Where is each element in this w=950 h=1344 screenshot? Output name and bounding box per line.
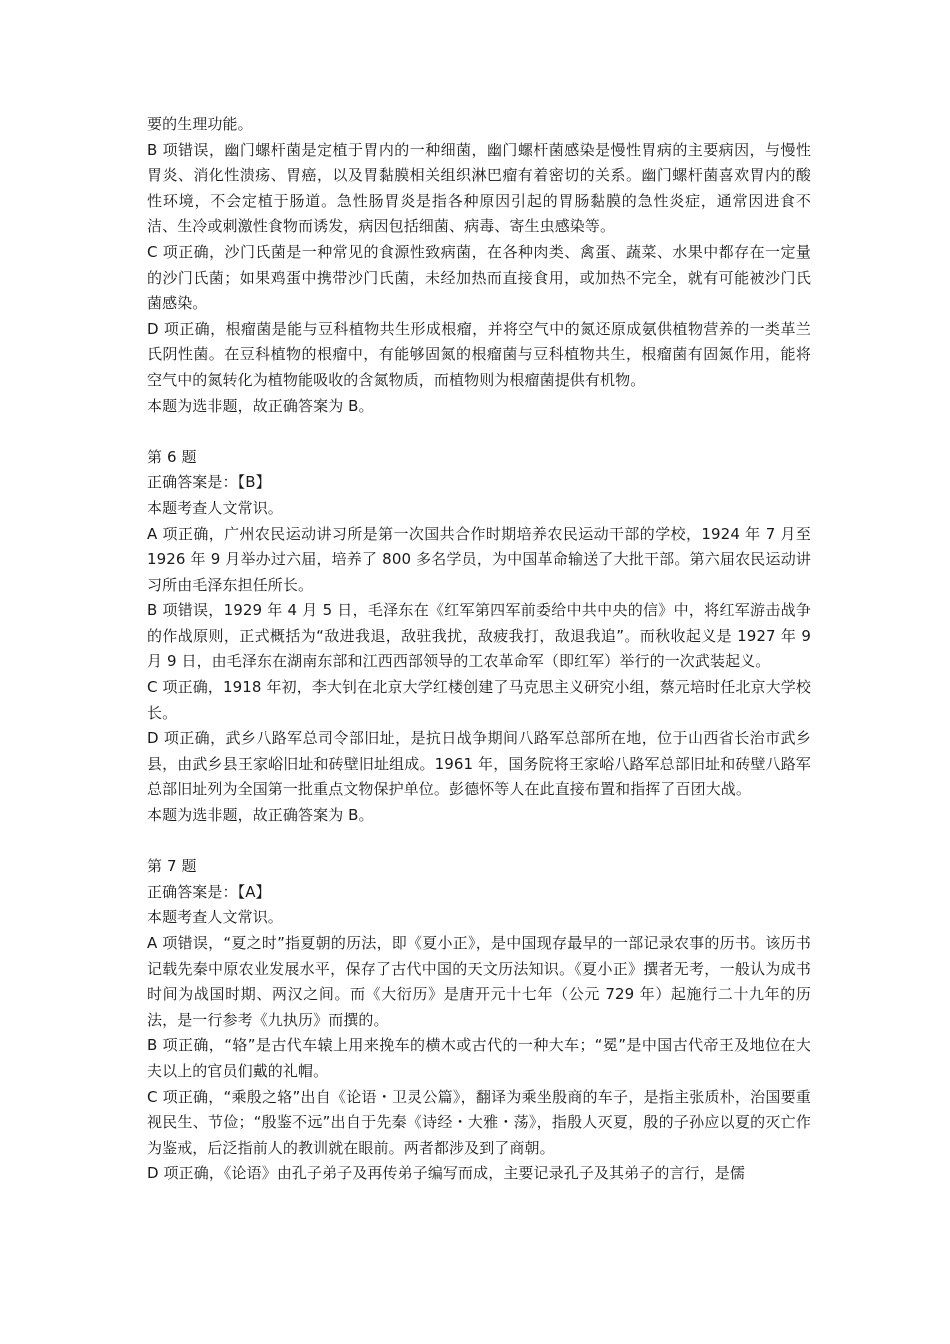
paragraph: 本题为选非题，故正确答案为 B。 [147,806,374,825]
question-title: 第 6 题 [147,447,197,466]
paragraph: 要的生理功能。 [147,115,253,133]
paragraph: C 项正确，“乘殷之辂”出自《论语・卫灵公篇》，翻译为乘坐殷商的车子，是指主张质朴，治国要重视民生、节俭；“殷鉴不远”出自于先秦《诗经・大雅・荡》，指殷人灭夏，殷的子孙应以夏的灭亡作为鉴戒，后泛指前人的教训就在眼前。两者都涉及到了商朝。 [147,1087,811,1157]
paragraph: 本题为选非题，故正确答案为 B。 [147,396,374,415]
paragraph: D 项正确，根瘤菌是能与豆科植物共生形成根瘤，并将空气中的氮还原成氨供植物营养的一类革兰氏阴性菌。在豆科植物的根瘤中，有能够固氮的根瘤菌与豆科植物共生，根瘤菌有固氮作用，能将空气中的氮转化为植物能吸收的含氮物质，而植物则为根瘤菌提供有机物。 [147,319,811,389]
paragraph: D 项正确，武乡八路军总司令部旧址，是抗日战争期间八路军总部所在地，位于山西省长治市武乡县，由武乡县王家峪旧址和砖壁旧址组成。1961 年，国务院将王家峪八路军总部旧址和砖壁八路军总部旧址列为全国第一批重点文物保护单位。彭德怀等人在此直接布置和指挥了百团大战。 [147,729,811,799]
correct-answer: 正确答案是：【B】 [147,473,271,492]
paragraph: C 项正确，沙门氏菌是一种常见的食源性致病菌，在各种肉类、禽蛋、蔬菜、水果中都存在一定量的沙门氏菌；如果鸡蛋中携带沙门氏菌，未经加热而直接食用，或加热不完全，就有可能被沙门氏菌感染。 [147,242,811,313]
paragraph: 本题考查人文常识。 [147,498,283,517]
paragraph: D 项正确，《论语》由孔子弟子及再传弟子编写而成，主要记录孔子及其弟子的言行，是儒 [147,1164,745,1183]
paragraph: B 项错误，1929 年 4 月 5 日，毛泽东在《红军第四军前委给中共中央的信》中，将红军游击战争的作战原则，正式概括为“敌进我退，敌驻我扰，敌疲我打，敌退我追”。而秋收起义是 1927 年 9 月 9 日，由毛泽东在湖南东部和江西西部领导的工农革命军（即红军）举行的一次武装起义。 [147,601,811,671]
paragraph: B 项错误，幽门螺杆菌是定植于胃内的一种细菌，幽门螺杆菌感染是慢性胃病的主要病因，与慢性胃炎、消化性溃疡、胃癌，以及胃黏膜相关组织淋巴瘤有着密切的关系。幽门螺杆菌喜欢胃内的酸性环境，不会定植于肠道。急性肠胃炎是指各种原因引起的胃肠黏膜的急性炎症，通常因进食不洁、生冷或刺激性食物而诱发，病因包括细菌、病毒、寄生虫感染等。 [147,140,811,236]
document-page [147,112,811,1187]
section-question-7 [147,854,811,1187]
paragraph: A 项错误，“夏之时”指夏朝的历法，即《夏小正》，是中国现存最早的一部记录农事的历书。该历书记载先秦中原农业发展水平，保存了古代中国的天文历法知识。《夏小正》撰者无考，一般认为成书时间为战国时期、两汉之间。而《大衍历》是唐开元十七年（公元 729 年）起施行二十九年的历法，是一行参考《九执历》而撰的。 [147,934,811,1029]
paragraph: 本题考查人文常识。 [147,908,283,927]
section-question-6 [147,445,811,829]
paragraph: B 项正确，“辂”是古代车辕上用来挽车的横木或古代的一种大车；“冕”是中国古代帝王及地位在大夫以上的官员们戴的礼帽。 [147,1036,811,1080]
paragraph: A 项正确，广州农民运动讲习所是第一次国共合作时期培养农民运动干部的学校，1924 年 7 月至 1926 年 9 月举办过六届，培养了 800 多名学员，为中国革命输送了大批干部。第六届农民运动讲习所由毛泽东担任所长。 [147,524,811,594]
correct-answer: 正确答案是：【A】 [147,882,271,901]
section-previous-continuation [147,112,811,419]
paragraph: C 项正确，1918 年初，李大钊在北京大学红楼创建了马克思主义研究小组，蔡元培时任北京大学校长。 [147,678,811,722]
question-title: 第 7 题 [147,857,197,876]
